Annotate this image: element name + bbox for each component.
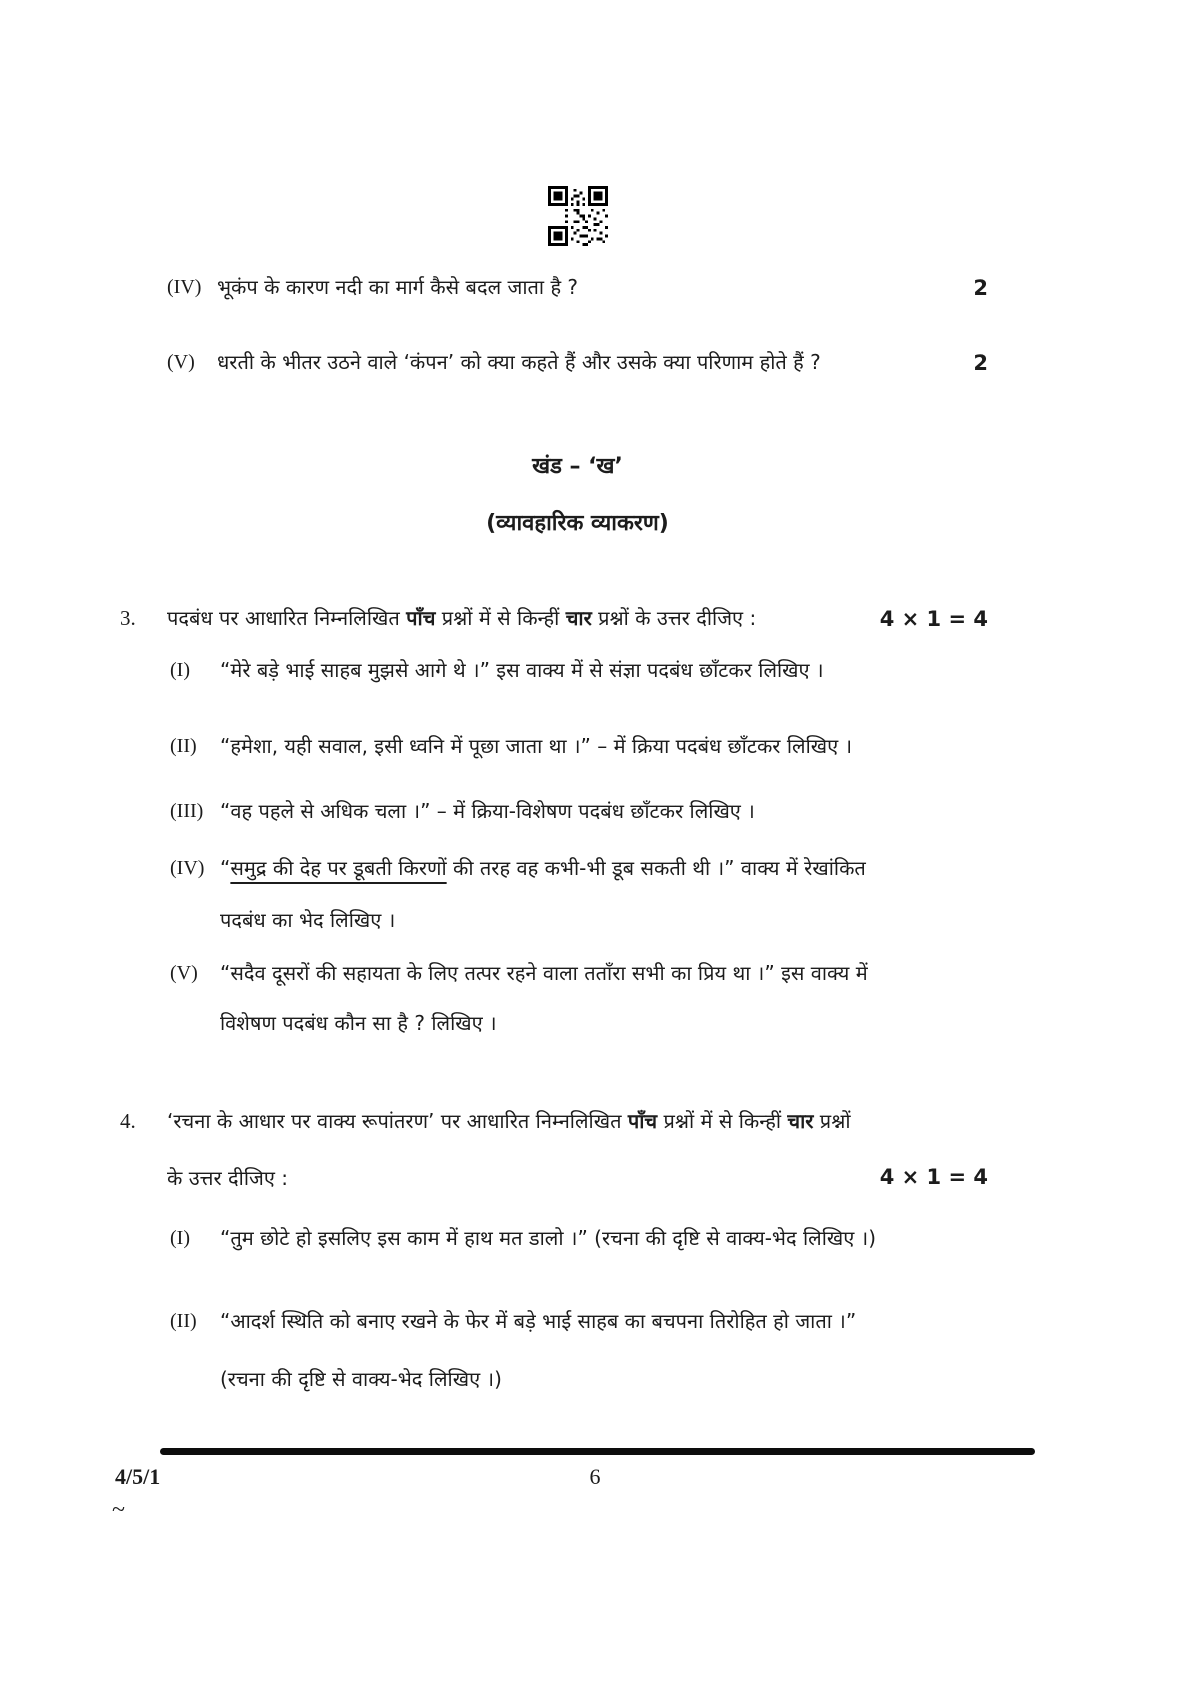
stem-part: प्रश्नों में से किन्हीं bbox=[435, 606, 566, 630]
qr-code-icon bbox=[548, 186, 608, 246]
underlined-phrase: समुद्र की देह पर डूबती किरणों bbox=[230, 856, 447, 880]
question-text bbox=[217, 347, 965, 377]
marks-value: 2 bbox=[973, 351, 988, 375]
sub-question-text bbox=[220, 731, 965, 761]
footer-divider bbox=[160, 1448, 1035, 1455]
sub-question-label: (V) bbox=[170, 962, 198, 984]
sub-question-text bbox=[220, 958, 965, 1038]
section-subtitle: (व्यावहारिक व्याकरण) bbox=[486, 511, 669, 536]
question-line: धरती के भीतर उठने वाले ‘कंपन’ को क्या कहते हैं और उसके क्या परिणाम होते हैं ? bbox=[217, 350, 821, 374]
sub-question-text bbox=[220, 1306, 965, 1394]
question-line-2: (रचना की दृष्टि से वाक्य-भेद लिखिए ।) bbox=[220, 1367, 502, 1391]
stem-part: पदबंध पर आधारित निम्नलिखित bbox=[167, 606, 407, 630]
question-text bbox=[217, 272, 965, 302]
question-3-sub-v bbox=[170, 958, 1035, 1038]
question-iv-row bbox=[167, 272, 1035, 302]
question-3-sub-iii bbox=[170, 796, 1035, 826]
question-4-sub-i bbox=[170, 1223, 1035, 1253]
stem-line-2: के उत्तर दीजिए : bbox=[167, 1166, 289, 1190]
question-line: “मेरे बड़े भाई साहब मुझसे आगे थे ।” इस वाक्य में से संज्ञा पदबंध छाँटकर लिखिए । bbox=[220, 658, 824, 682]
question-line: भूकंप के कारण नदी का मार्ग कैसे बदल जाता है ? bbox=[217, 275, 579, 299]
stem-line bbox=[167, 1109, 851, 1133]
stem-part-bold: चार bbox=[565, 606, 592, 630]
page-content bbox=[120, 0, 1035, 1394]
marks-scheme: 4 × 1 = 4 bbox=[879, 607, 988, 631]
question-stem bbox=[167, 1106, 965, 1193]
stem-line bbox=[167, 606, 756, 630]
sub-question-text bbox=[220, 1223, 965, 1253]
question-line bbox=[220, 856, 866, 880]
sub-question-text bbox=[220, 853, 965, 935]
stem-part-bold: चार bbox=[787, 1109, 814, 1133]
question-3-sub-iv bbox=[170, 853, 1035, 935]
qr-code-container bbox=[120, 186, 1035, 246]
question-4-stem-row bbox=[120, 1106, 1035, 1193]
question-4-sub-ii bbox=[170, 1306, 1035, 1394]
sub-question-text bbox=[220, 655, 965, 685]
tilde-mark: ~ bbox=[112, 1497, 125, 1523]
sub-question-label: (I) bbox=[170, 1227, 190, 1249]
question-line: “तुम छोटे हो इसलिए इस काम में हाथ मत डालो ।” (रचना की दृष्टि से वाक्य-भेद लिखिए ।) bbox=[220, 1226, 877, 1250]
question-label: (IV) bbox=[167, 276, 202, 298]
stem-part: प्रश्नों bbox=[813, 1109, 851, 1133]
stem-part: प्रश्नों में से किन्हीं bbox=[657, 1109, 788, 1133]
sub-question-label: (I) bbox=[170, 659, 190, 681]
question-line: “हमेशा, यही सवाल, इसी ध्वनि में पूछा जाता था ।” – में क्रिया पदबंध छाँटकर लिखिए । bbox=[220, 734, 853, 758]
stem-part-bold: पाँच bbox=[406, 606, 436, 630]
question-line: “सदैव दूसरों की सहायता के लिए तत्पर रहने वाला तताँरा सभी का प्रिय था ।” इस वाक्य में bbox=[220, 961, 868, 985]
marks-value: 2 bbox=[973, 276, 988, 300]
stem-part: ‘रचना के आधार पर वाक्य रूपांतरण’ पर आधारित निम्नलिखित bbox=[167, 1109, 628, 1133]
sub-question-label: (II) bbox=[170, 735, 197, 757]
question-stem bbox=[167, 603, 965, 633]
stem-part: प्रश्नों के उत्तर दीजिए : bbox=[591, 606, 757, 630]
page-number: 6 bbox=[589, 1464, 601, 1489]
question-label: (V) bbox=[167, 351, 195, 373]
marks-scheme: 4 × 1 = 4 bbox=[879, 1165, 988, 1189]
section-title: खंड – ‘ख’ bbox=[532, 454, 623, 479]
sub-question-label: (IV) bbox=[170, 857, 205, 879]
sub-question-text bbox=[220, 796, 965, 826]
question-number: 3. bbox=[120, 606, 136, 630]
question-3-stem-row bbox=[120, 603, 1035, 633]
question-line-rest: की तरह वह कभी-भी डूब सकती थी ।” वाक्य में रेखांकित bbox=[446, 856, 866, 880]
question-line-2: पदबंध का भेद लिखिए । bbox=[220, 908, 396, 932]
question-3-sub-i bbox=[170, 655, 1035, 685]
sub-question-label: (II) bbox=[170, 1310, 197, 1332]
question-line-2: विशेषण पदबंध कौन सा है ? लिखिए । bbox=[220, 1011, 497, 1035]
stem-part-bold: पाँच bbox=[627, 1109, 658, 1133]
paper-code: 4/5/1 bbox=[115, 1464, 161, 1489]
sub-question-label: (III) bbox=[170, 800, 204, 822]
question-v-row bbox=[167, 347, 1035, 377]
question-line: “आदर्श स्थिति को बनाए रखने के फेर में बड़े भाई साहब का बचपना तिरोहित हो जाता ।” bbox=[220, 1309, 857, 1333]
quote-open: “ bbox=[220, 856, 231, 880]
question-3-sub-ii bbox=[170, 731, 1035, 761]
question-line: “वह पहले से अधिक चला ।” – में क्रिया-विशेषण पदबंध छाँटकर लिखिए । bbox=[220, 799, 755, 823]
question-number: 4. bbox=[120, 1109, 136, 1133]
